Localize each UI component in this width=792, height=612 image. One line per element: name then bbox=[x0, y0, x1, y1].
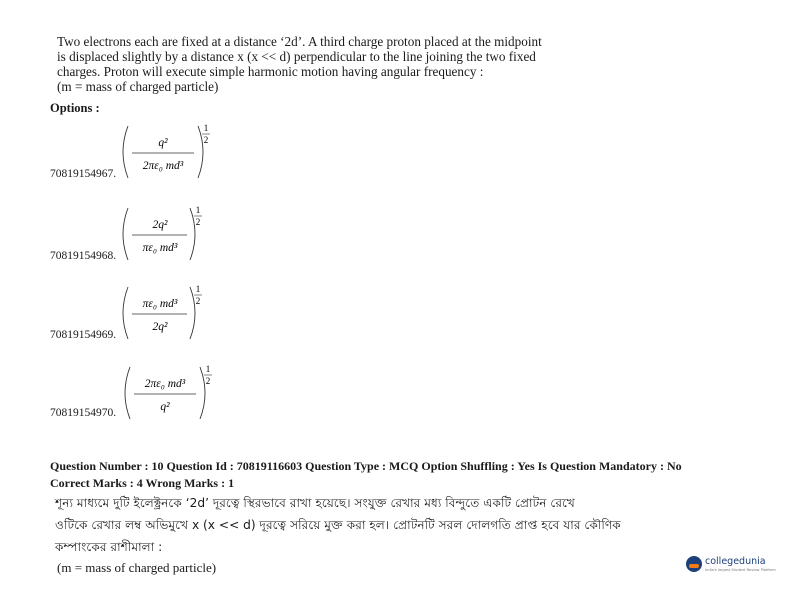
collegedunia-logo bbox=[686, 556, 776, 572]
numerator: 2πε₀ md³ bbox=[144, 378, 186, 390]
logo-name: collegedunia bbox=[705, 556, 766, 567]
left-paren bbox=[123, 208, 128, 260]
option-formula-3 bbox=[120, 283, 215, 346]
option-id-2: 70819154968. bbox=[50, 250, 117, 262]
logo-tagline: India's largest Student Review Platform bbox=[705, 568, 776, 572]
left-paren bbox=[123, 126, 128, 178]
exponent-numerator: 1 bbox=[205, 364, 211, 374]
question-meta-line-2: Correct Marks : 4 Wrong Marks : 1 bbox=[50, 476, 235, 490]
exponent-denominator: 2 bbox=[205, 376, 211, 386]
option-formula-2 bbox=[120, 204, 215, 267]
denominator: πε₀ md³ bbox=[142, 242, 178, 254]
left-paren bbox=[125, 367, 130, 419]
denominator: q² bbox=[160, 401, 170, 413]
numerator: πε₀ md³ bbox=[142, 298, 178, 310]
option-id-1: 70819154967. bbox=[50, 168, 117, 180]
formula-svg bbox=[122, 363, 217, 423]
option-id-3: 70819154969. bbox=[50, 329, 117, 341]
bengali-line-3: কম্পাংকের রাশীমালা : bbox=[55, 540, 163, 554]
question-text bbox=[57, 34, 587, 94]
exponent-numerator: 1 bbox=[195, 284, 201, 294]
option-formula-1 bbox=[120, 122, 215, 185]
option-formula-4 bbox=[122, 363, 217, 426]
bengali-line-1: শূন্য মাধ্যমে দুটি ইলেক্ট্রনকে ‘2d’ দূরত্বে স্থিরভাবে রাখা হয়েছে। সংযুক্ত রেখার মধ্য বিন্দুতে একটি প্রোটন রেখে bbox=[55, 496, 575, 510]
logo-text bbox=[705, 556, 776, 572]
formula-svg bbox=[120, 204, 215, 264]
exponent-denominator: 2 bbox=[203, 135, 209, 145]
formula-svg bbox=[120, 283, 215, 343]
formula-svg bbox=[120, 122, 215, 182]
bengali-line-2: ওটিকে রেখার লম্ব অভিমুখে x (x << d) দূরত্বে সরিয়ে মুক্ত করা হল। প্রোটনটি সরল দোলগতি প্রাপ্ত হবে যার কৌণিক bbox=[55, 518, 621, 532]
left-paren bbox=[123, 287, 128, 339]
exponent-numerator: 1 bbox=[195, 205, 201, 215]
options-label: Options : bbox=[50, 101, 100, 115]
logo-mascot-icon bbox=[686, 556, 702, 572]
question-meta-line-1: Question Number : 10 Question Id : 70819116603 Question Type : MCQ Option Shuffling : Yes Is Question Mandatory : No bbox=[50, 459, 682, 473]
denominator: 2πε₀ md³ bbox=[142, 160, 184, 172]
mass-note: (m = mass of charged particle) bbox=[57, 560, 217, 575]
question-line: is displaced slightly by a distance x (x << d) perpendicular to the line joining the two fixed bbox=[57, 49, 536, 64]
exponent-numerator: 1 bbox=[203, 123, 209, 133]
question-line: (m = mass of charged particle) bbox=[57, 79, 219, 94]
option-id-4: 70819154970. bbox=[50, 407, 117, 419]
exponent-denominator: 2 bbox=[195, 296, 201, 306]
numerator: 2q² bbox=[152, 219, 168, 231]
exponent-denominator: 2 bbox=[195, 217, 201, 227]
question-line: charges. Proton will execute simple harmonic motion having angular frequency : bbox=[57, 64, 484, 79]
question-line: Two electrons each are fixed at a distance ‘2d’. A third charge proton placed at the midpoint bbox=[57, 34, 542, 49]
denominator: 2q² bbox=[152, 321, 168, 333]
numerator: q² bbox=[158, 137, 168, 149]
